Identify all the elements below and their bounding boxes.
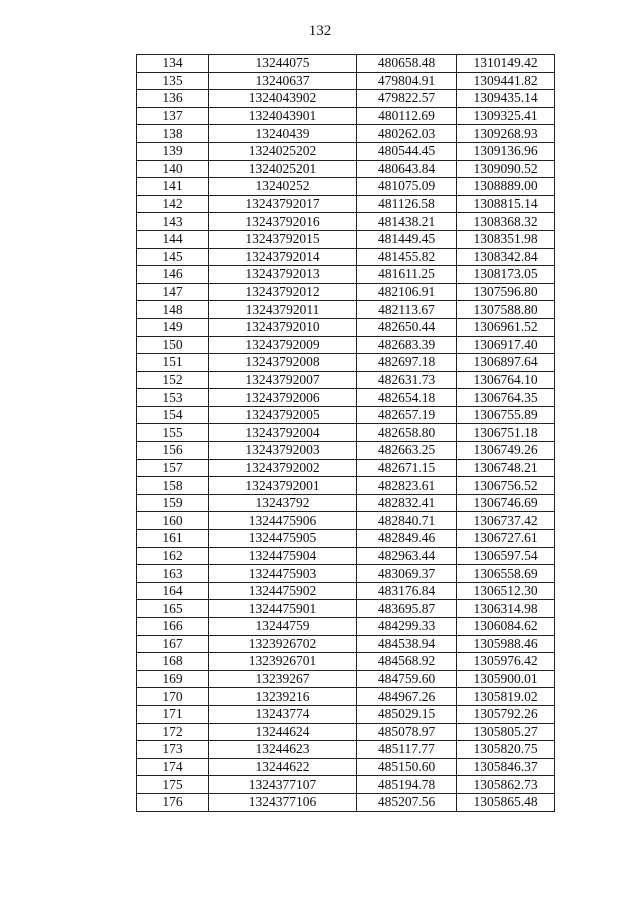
code-cell: 1323926702 xyxy=(209,635,357,653)
y-coordinate-cell: 1305820.75 xyxy=(457,741,555,759)
x-coordinate-cell: 481455.82 xyxy=(357,248,457,266)
y-coordinate-cell: 1309325.41 xyxy=(457,107,555,125)
y-coordinate-cell: 1306897.64 xyxy=(457,354,555,372)
table-row xyxy=(137,107,555,125)
row-number-cell: 143 xyxy=(137,213,209,231)
x-coordinate-cell: 482963.44 xyxy=(357,547,457,565)
x-coordinate-cell: 482849.46 xyxy=(357,530,457,548)
row-number-cell: 140 xyxy=(137,160,209,178)
code-cell: 13243792011 xyxy=(209,301,357,319)
y-coordinate-cell: 1307588.80 xyxy=(457,301,555,319)
code-cell: 13239267 xyxy=(209,670,357,688)
code-cell: 13240252 xyxy=(209,178,357,196)
x-coordinate-cell: 480112.69 xyxy=(357,107,457,125)
table-row xyxy=(137,424,555,442)
table-row xyxy=(137,389,555,407)
row-number-cell: 159 xyxy=(137,494,209,512)
table-row xyxy=(137,406,555,424)
y-coordinate-cell: 1308351.98 xyxy=(457,230,555,248)
table-row xyxy=(137,72,555,90)
table-row xyxy=(137,160,555,178)
table-row xyxy=(137,793,555,811)
table-row xyxy=(137,477,555,495)
x-coordinate-cell: 483069.37 xyxy=(357,565,457,583)
x-coordinate-cell: 485029.15 xyxy=(357,705,457,723)
table-row xyxy=(137,582,555,600)
row-number-cell: 154 xyxy=(137,406,209,424)
table-row xyxy=(137,688,555,706)
code-cell: 13243792001 xyxy=(209,477,357,495)
x-coordinate-cell: 482650.44 xyxy=(357,318,457,336)
x-coordinate-cell: 479804.91 xyxy=(357,72,457,90)
y-coordinate-cell: 1306756.52 xyxy=(457,477,555,495)
y-coordinate-cell: 1305792.26 xyxy=(457,705,555,723)
row-number-cell: 161 xyxy=(137,530,209,548)
table-row xyxy=(137,547,555,565)
y-coordinate-cell: 1306558.69 xyxy=(457,565,555,583)
y-coordinate-cell: 1307596.80 xyxy=(457,283,555,301)
row-number-cell: 157 xyxy=(137,459,209,477)
table-row xyxy=(137,705,555,723)
code-cell: 13243792010 xyxy=(209,318,357,336)
code-cell: 1323926701 xyxy=(209,653,357,671)
y-coordinate-cell: 1306764.35 xyxy=(457,389,555,407)
x-coordinate-cell: 481126.58 xyxy=(357,195,457,213)
x-coordinate-cell: 482654.18 xyxy=(357,389,457,407)
y-coordinate-cell: 1306755.89 xyxy=(457,406,555,424)
code-cell: 1324377107 xyxy=(209,776,357,794)
x-coordinate-cell: 482683.39 xyxy=(357,336,457,354)
code-cell: 1324043901 xyxy=(209,107,357,125)
code-cell: 1324475906 xyxy=(209,512,357,530)
code-cell: 13243792012 xyxy=(209,283,357,301)
row-number-cell: 156 xyxy=(137,442,209,460)
x-coordinate-cell: 484538.94 xyxy=(357,635,457,653)
y-coordinate-cell: 1309136.96 xyxy=(457,142,555,160)
code-cell: 13243792009 xyxy=(209,336,357,354)
y-coordinate-cell: 1310149.42 xyxy=(457,55,555,73)
y-coordinate-cell: 1305846.37 xyxy=(457,758,555,776)
table-row xyxy=(137,723,555,741)
row-number-cell: 145 xyxy=(137,248,209,266)
code-cell: 1324475905 xyxy=(209,530,357,548)
row-number-cell: 167 xyxy=(137,635,209,653)
table-row xyxy=(137,248,555,266)
row-number-cell: 168 xyxy=(137,653,209,671)
page-number: 132 xyxy=(308,23,332,39)
code-cell: 13243792002 xyxy=(209,459,357,477)
row-number-cell: 147 xyxy=(137,283,209,301)
row-number-cell: 146 xyxy=(137,266,209,284)
code-cell: 13243792013 xyxy=(209,266,357,284)
row-number-cell: 170 xyxy=(137,688,209,706)
x-coordinate-cell: 482113.67 xyxy=(357,301,457,319)
row-number-cell: 144 xyxy=(137,230,209,248)
y-coordinate-cell: 1306961.52 xyxy=(457,318,555,336)
row-number-cell: 136 xyxy=(137,90,209,108)
x-coordinate-cell: 484568.92 xyxy=(357,653,457,671)
table-row xyxy=(137,90,555,108)
y-coordinate-cell: 1308173.05 xyxy=(457,266,555,284)
row-number-cell: 176 xyxy=(137,793,209,811)
code-cell: 13243792008 xyxy=(209,354,357,372)
table-row xyxy=(137,55,555,73)
code-cell: 1324043902 xyxy=(209,90,357,108)
y-coordinate-cell: 1309441.82 xyxy=(457,72,555,90)
row-number-cell: 138 xyxy=(137,125,209,143)
table-row xyxy=(137,776,555,794)
y-coordinate-cell: 1305805.27 xyxy=(457,723,555,741)
y-coordinate-cell: 1305819.02 xyxy=(457,688,555,706)
row-number-cell: 173 xyxy=(137,741,209,759)
row-number-cell: 158 xyxy=(137,477,209,495)
row-number-cell: 171 xyxy=(137,705,209,723)
y-coordinate-cell: 1309435.14 xyxy=(457,90,555,108)
row-number-cell: 153 xyxy=(137,389,209,407)
table-row xyxy=(137,670,555,688)
y-coordinate-cell: 1306737.42 xyxy=(457,512,555,530)
row-number-cell: 166 xyxy=(137,618,209,636)
code-cell: 13244622 xyxy=(209,758,357,776)
y-coordinate-cell: 1305865.48 xyxy=(457,793,555,811)
x-coordinate-cell: 482823.61 xyxy=(357,477,457,495)
row-number-cell: 172 xyxy=(137,723,209,741)
code-cell: 13240637 xyxy=(209,72,357,90)
code-cell: 13243792006 xyxy=(209,389,357,407)
table-row xyxy=(137,758,555,776)
y-coordinate-cell: 1308342.84 xyxy=(457,248,555,266)
table-row xyxy=(137,459,555,477)
x-coordinate-cell: 482697.18 xyxy=(357,354,457,372)
x-coordinate-cell: 485150.60 xyxy=(357,758,457,776)
y-coordinate-cell: 1309090.52 xyxy=(457,160,555,178)
table-row xyxy=(137,653,555,671)
x-coordinate-cell: 480544.45 xyxy=(357,142,457,160)
y-coordinate-cell: 1309268.93 xyxy=(457,125,555,143)
table-row xyxy=(137,283,555,301)
code-cell: 13243792005 xyxy=(209,406,357,424)
table-row xyxy=(137,635,555,653)
table-body xyxy=(137,55,555,812)
x-coordinate-cell: 485117.77 xyxy=(357,741,457,759)
y-coordinate-cell: 1306764.10 xyxy=(457,371,555,389)
x-coordinate-cell: 481075.09 xyxy=(357,178,457,196)
x-coordinate-cell: 484967.26 xyxy=(357,688,457,706)
row-number-cell: 139 xyxy=(137,142,209,160)
code-cell: 13244624 xyxy=(209,723,357,741)
code-cell: 13243792007 xyxy=(209,371,357,389)
code-cell: 1324475903 xyxy=(209,565,357,583)
row-number-cell: 148 xyxy=(137,301,209,319)
code-cell: 13243792016 xyxy=(209,213,357,231)
table-row xyxy=(137,512,555,530)
y-coordinate-cell: 1306917.40 xyxy=(457,336,555,354)
code-cell: 13240439 xyxy=(209,125,357,143)
row-number-cell: 137 xyxy=(137,107,209,125)
y-coordinate-cell: 1308815.14 xyxy=(457,195,555,213)
code-cell: 13243792 xyxy=(209,494,357,512)
table-row xyxy=(137,266,555,284)
code-cell: 1324025202 xyxy=(209,142,357,160)
x-coordinate-cell: 480643.84 xyxy=(357,160,457,178)
x-coordinate-cell: 485207.56 xyxy=(357,793,457,811)
table-row xyxy=(137,618,555,636)
code-cell: 13244623 xyxy=(209,741,357,759)
row-number-cell: 175 xyxy=(137,776,209,794)
y-coordinate-cell: 1306727.61 xyxy=(457,530,555,548)
row-number-cell: 165 xyxy=(137,600,209,618)
row-number-cell: 150 xyxy=(137,336,209,354)
x-coordinate-cell: 480658.48 xyxy=(357,55,457,73)
y-coordinate-cell: 1305988.46 xyxy=(457,635,555,653)
code-cell: 1324475904 xyxy=(209,547,357,565)
coordinates-table xyxy=(136,54,555,812)
x-coordinate-cell: 484299.33 xyxy=(357,618,457,636)
row-number-cell: 151 xyxy=(137,354,209,372)
table-row xyxy=(137,336,555,354)
y-coordinate-cell: 1306084.62 xyxy=(457,618,555,636)
y-coordinate-cell: 1305976.42 xyxy=(457,653,555,671)
row-number-cell: 162 xyxy=(137,547,209,565)
x-coordinate-cell: 482671.15 xyxy=(357,459,457,477)
x-coordinate-cell: 483176.84 xyxy=(357,582,457,600)
code-cell: 1324377106 xyxy=(209,793,357,811)
y-coordinate-cell: 1305900.01 xyxy=(457,670,555,688)
y-coordinate-cell: 1306512.30 xyxy=(457,582,555,600)
code-cell: 13243792014 xyxy=(209,248,357,266)
table-row xyxy=(137,600,555,618)
row-number-cell: 152 xyxy=(137,371,209,389)
row-number-cell: 163 xyxy=(137,565,209,583)
x-coordinate-cell: 481438.21 xyxy=(357,213,457,231)
y-coordinate-cell: 1306746.69 xyxy=(457,494,555,512)
table-row xyxy=(137,195,555,213)
row-number-cell: 142 xyxy=(137,195,209,213)
x-coordinate-cell: 481449.45 xyxy=(357,230,457,248)
x-coordinate-cell: 485194.78 xyxy=(357,776,457,794)
x-coordinate-cell: 483695.87 xyxy=(357,600,457,618)
code-cell: 1324475901 xyxy=(209,600,357,618)
row-number-cell: 174 xyxy=(137,758,209,776)
x-coordinate-cell: 479822.57 xyxy=(357,90,457,108)
row-number-cell: 160 xyxy=(137,512,209,530)
code-cell: 13243774 xyxy=(209,705,357,723)
table-row xyxy=(137,125,555,143)
x-coordinate-cell: 482631.73 xyxy=(357,371,457,389)
code-cell: 13243792015 xyxy=(209,230,357,248)
y-coordinate-cell: 1305862.73 xyxy=(457,776,555,794)
table-row xyxy=(137,142,555,160)
y-coordinate-cell: 1306597.54 xyxy=(457,547,555,565)
row-number-cell: 134 xyxy=(137,55,209,73)
y-coordinate-cell: 1308368.32 xyxy=(457,213,555,231)
code-cell: 1324025201 xyxy=(209,160,357,178)
y-coordinate-cell: 1306748.21 xyxy=(457,459,555,477)
x-coordinate-cell: 480262.03 xyxy=(357,125,457,143)
x-coordinate-cell: 485078.97 xyxy=(357,723,457,741)
table-row xyxy=(137,301,555,319)
table-row xyxy=(137,494,555,512)
x-coordinate-cell: 482106.91 xyxy=(357,283,457,301)
row-number-cell: 155 xyxy=(137,424,209,442)
row-number-cell: 141 xyxy=(137,178,209,196)
table-row xyxy=(137,371,555,389)
y-coordinate-cell: 1306314.98 xyxy=(457,600,555,618)
table-row xyxy=(137,230,555,248)
row-number-cell: 135 xyxy=(137,72,209,90)
y-coordinate-cell: 1306751.18 xyxy=(457,424,555,442)
table-row xyxy=(137,318,555,336)
y-coordinate-cell: 1306749.26 xyxy=(457,442,555,460)
row-number-cell: 164 xyxy=(137,582,209,600)
code-cell: 13243792003 xyxy=(209,442,357,460)
code-cell: 13243792017 xyxy=(209,195,357,213)
code-cell: 13243792004 xyxy=(209,424,357,442)
table-row xyxy=(137,178,555,196)
x-coordinate-cell: 482832.41 xyxy=(357,494,457,512)
x-coordinate-cell: 481611.25 xyxy=(357,266,457,284)
table-row xyxy=(137,741,555,759)
x-coordinate-cell: 482658.80 xyxy=(357,424,457,442)
table-row xyxy=(137,530,555,548)
code-cell: 13239216 xyxy=(209,688,357,706)
x-coordinate-cell: 482663.25 xyxy=(357,442,457,460)
code-cell: 13244759 xyxy=(209,618,357,636)
row-number-cell: 169 xyxy=(137,670,209,688)
x-coordinate-cell: 484759.60 xyxy=(357,670,457,688)
x-coordinate-cell: 482840.71 xyxy=(357,512,457,530)
row-number-cell: 149 xyxy=(137,318,209,336)
table-row xyxy=(137,565,555,583)
y-coordinate-cell: 1308889.00 xyxy=(457,178,555,196)
table-row xyxy=(137,354,555,372)
table-row xyxy=(137,213,555,231)
table-row xyxy=(137,442,555,460)
x-coordinate-cell: 482657.19 xyxy=(357,406,457,424)
code-cell: 13244075 xyxy=(209,55,357,73)
code-cell: 1324475902 xyxy=(209,582,357,600)
